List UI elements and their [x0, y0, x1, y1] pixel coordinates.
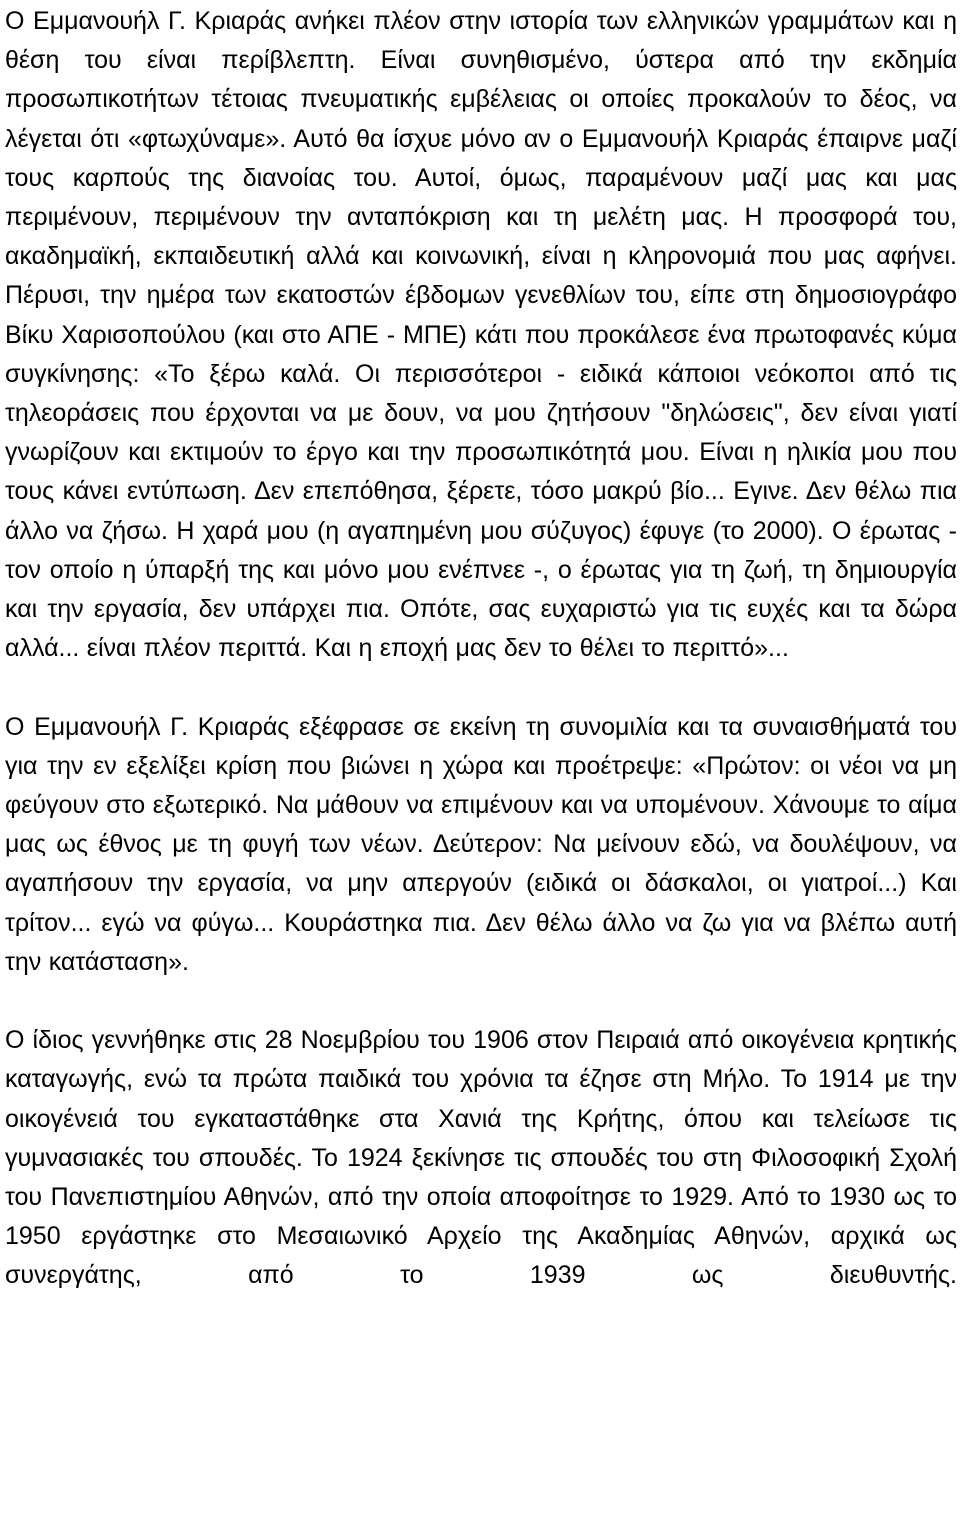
paragraph-kriaras-advice: Ο Εμμανουήλ Γ. Κριαράς εξέφρασε σε εκείνη τη συνομιλία και τα συναισθήματά του για την εν εξελίξει κρίση που βιώνει η χώρα και προέτρεψε: «Πρώτον: οι νέοι να μη φεύγουν στο εξωτερικό. Να μάθουν να επιμένουν και να υπομένουν. Χάνουμε το αίμα μας ως έθνος με τη φυγή των νέων. Δεύτερον: Να μείνουν εδώ, να δουλέψουν, να αγαπήσουν την εργασία, να μην απεργούν (ειδικά οι δάσκαλοι, οι γιατροί...) Και τρίτον... εγώ να φύγω... Κουράστηκα πια. Δεν θέλω άλλο να ζω για να βλέπω αυτή την κατάσταση».	[5, 712, 957, 976]
paragraph-kriaras-biography: Ο ίδιος γεννήθηκε στις 28 Νοεμβρίου του 1906 στον Πειραιά από οικογένεια κρητικής καταγωγής, ενώ τα πρώτα παιδικά του χρόνια τα έζησε στη Μήλο. Το 1914 με την οικογένειά του εγκαταστάθηκε στα Χανιά της Κρήτης, όπου και τελείωσε τις γυμνασιακές του σπουδές. Το 1924 ξεκίνησε τις σπουδές του στη Φιλοσοφική Σχολή του Πανεπιστημίου Αθηνών, από την οποία αποφοίτησε το 1929. Από το 1930 ως το 1950 εργάστηκε στο Μεσαιωνικό Αρχείο της Ακαδημίας Αθηνών, αρχικά ως συνεργάτης, από το 1939 ως διευθυντής.	[5, 1026, 957, 1290]
paragraph-kriaras-legacy: Ο Εμμανουήλ Γ. Κριαράς ανήκει πλέον στην ιστορία των ελληνικών γραμμάτων και η θέση του είναι περίβλεπτη. Είναι συνηθισμένο, ύστερα από την εκδημία προσωπικοτήτων τέτοιας πνευματικής εμβέλειας οι οποίες προκαλούν το δέος, να λέγεται ότι «φτωχύναμε». Αυτό θα ίσχυε μόνο αν ο Εμμανουήλ Κριαράς έπαιρνε μαζί τους καρπούς της διανοίας του. Αυτοί, όμως, παραμένουν μαζί μας και μας περιμένουν, περιμένουν την ανταπόκριση και τη μελέτη μας. Η προσφορά του, ακαδημαϊκή, εκπαιδευτική αλλά και κοινωνική, είναι η κληρονομιά που μας αφήνει. Πέρυσι, την ημέρα των εκατοστών έβδομων γενεθλίων του, είπε στη δημοσιογράφο Βίκυ Χαρισοπούλου (και στο ΑΠΕ - ΜΠΕ) κάτι που προκάλεσε ένα πρωτοφανές κύμα συγκίνησης: «Το ξέρω καλά. Οι περισσότεροι - ειδικά κάποιοι νεόκοποι από τις τηλεοράσεις που έρχονται να με δουν, να μου ζητήσουν "δηλώσεις", δεν είναι γιατί γνωρίζουν και εκτιμούν το έργο και την προσωπικότητά μου. Είναι η ηλικία μου που τους κάνει εντύπωση. Δεν επεπόθησα, ξέρετε, τόσο μακρύ βίο... Εγινε. Δεν θέλω πια άλλο να ζήσω. Η χαρά μου (η αγαπημένη μου σύζυγος) έφυγε (το 2000). Ο έρωτας - τον οποίο η ύπαρξή της και μόνο μου ενέπνεε -, ο έρωτας για τη ζωή, τη δημιουργία και την εργασία, δεν υπάρχει πια. Οπότε, σας ευχαριστώ για τις ευχές και τα δώρα αλλά... είναι πλέον περιττά. Και η εποχή μας δεν το θέλει το περιττό»...	[5, 7, 957, 663]
